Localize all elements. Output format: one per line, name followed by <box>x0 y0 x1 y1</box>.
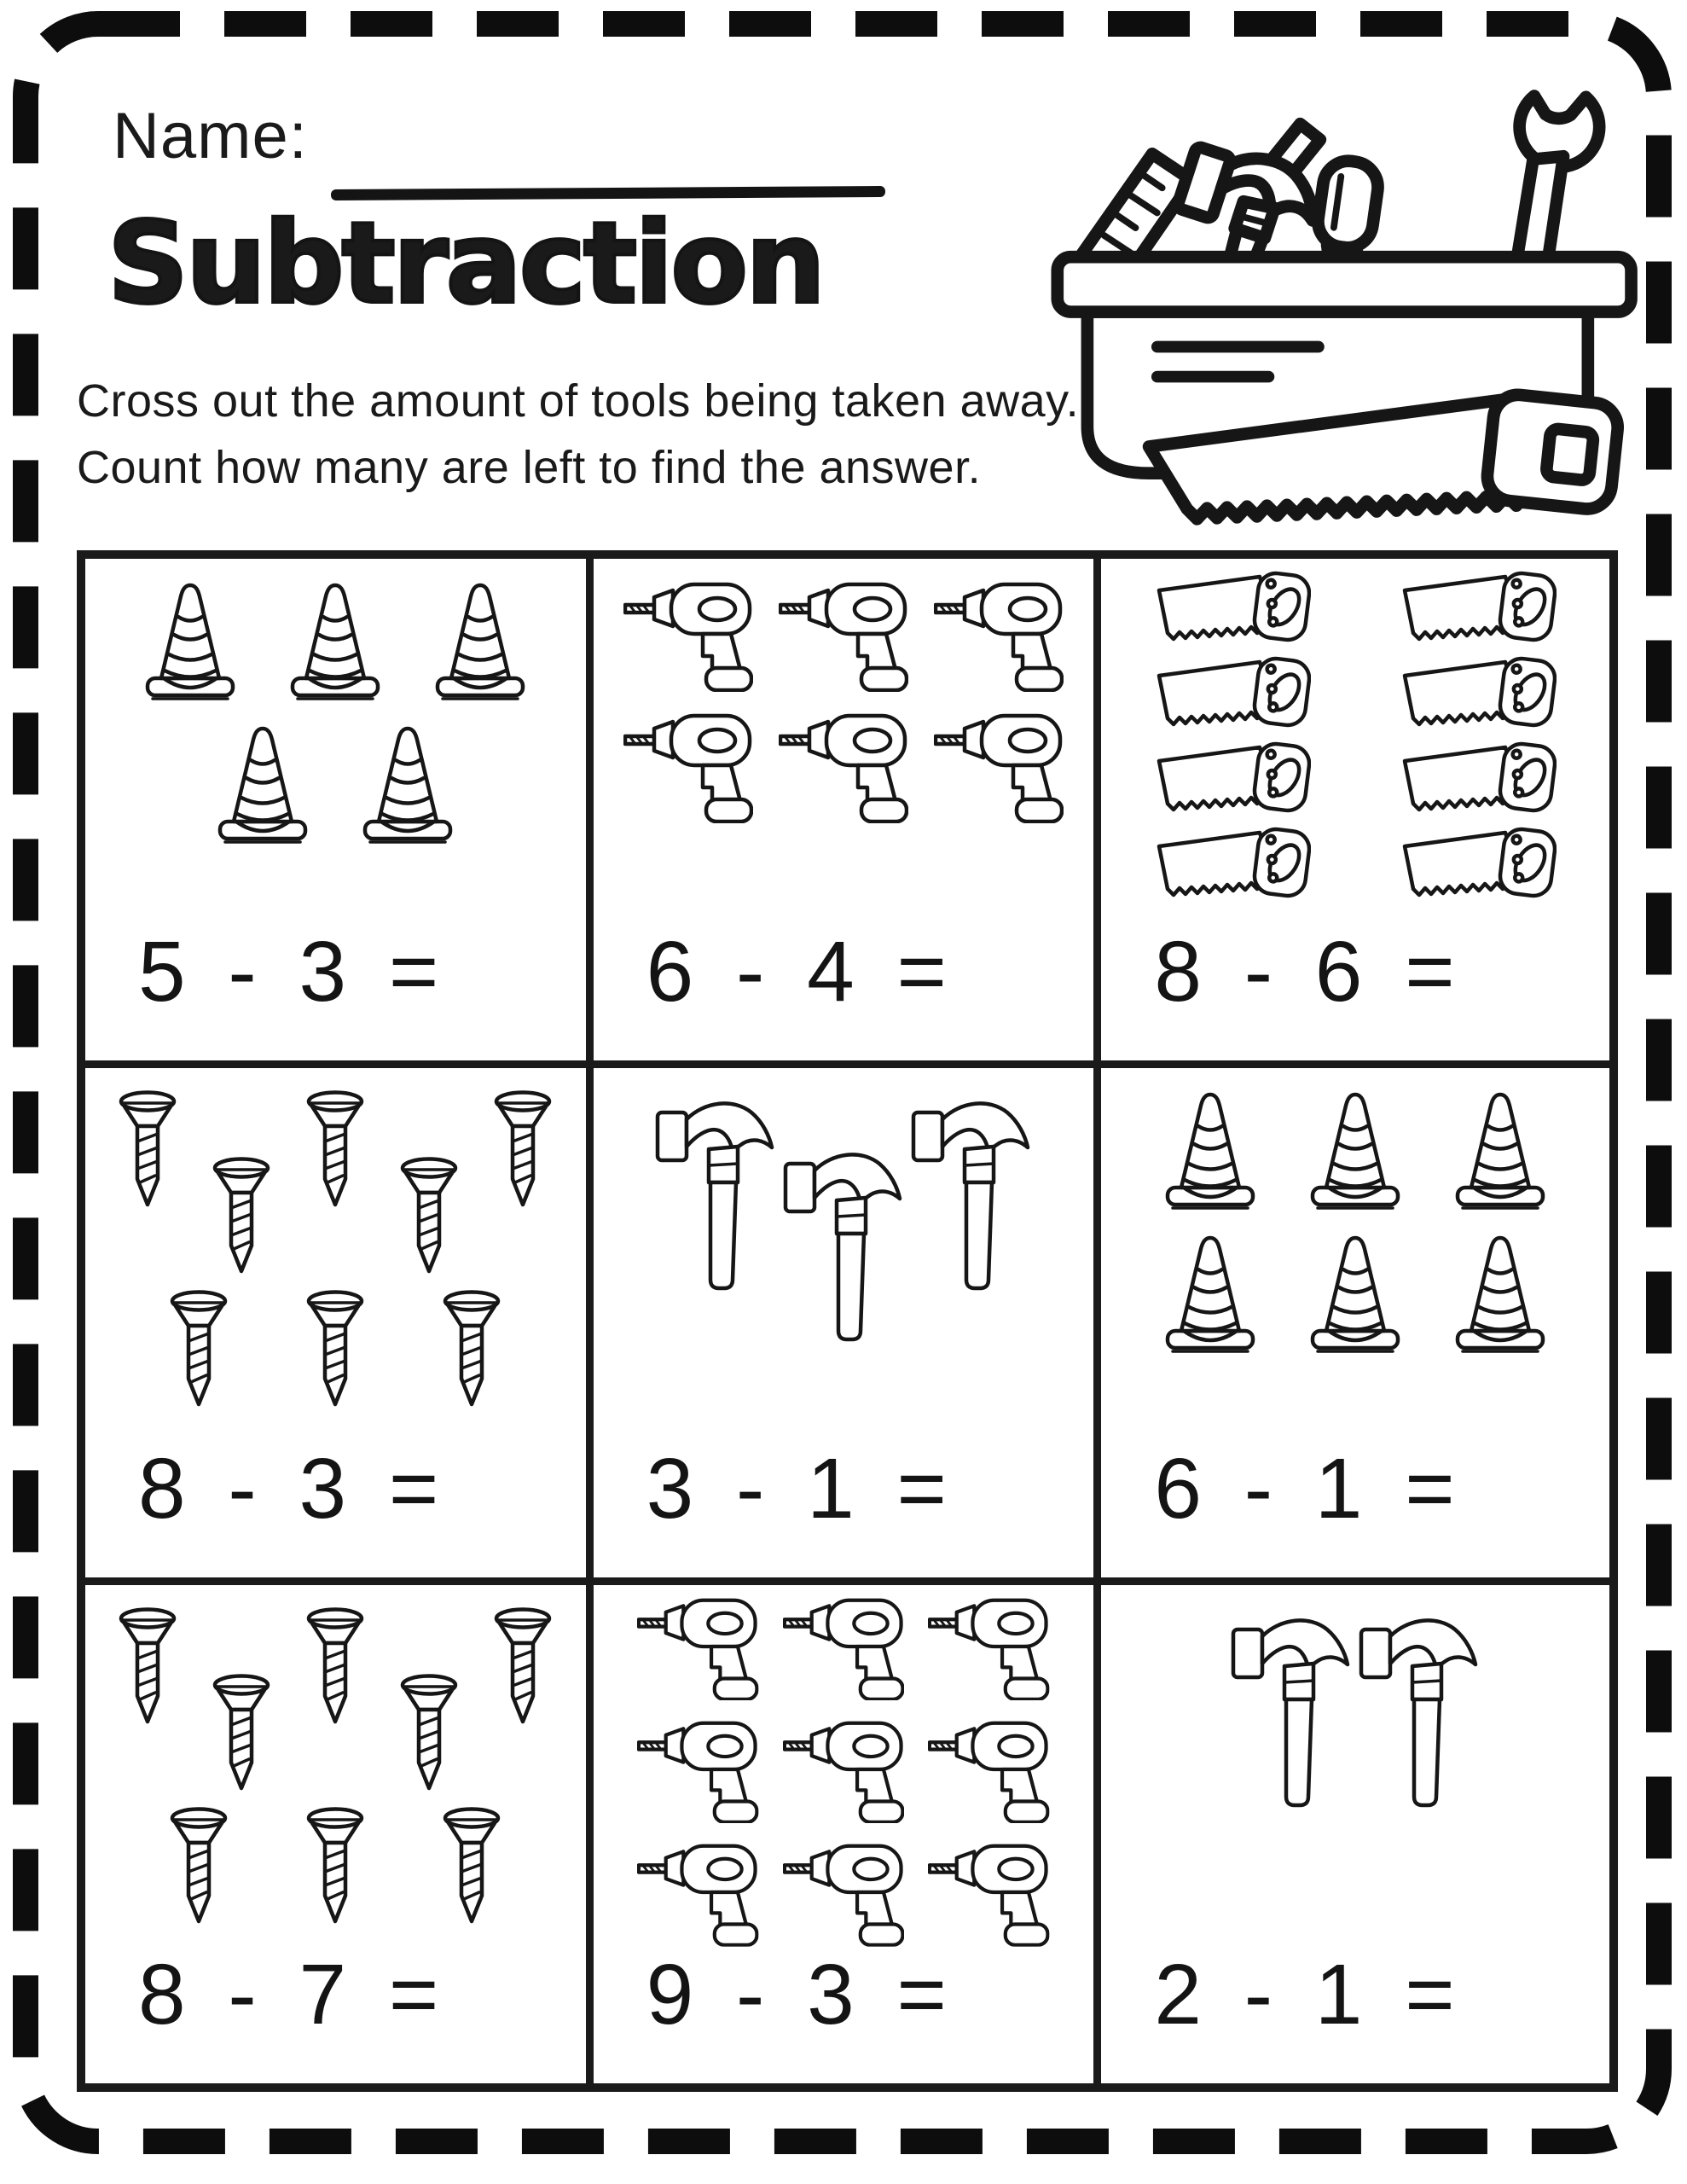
problem-cell <box>594 1068 1102 1584</box>
tool-group <box>594 1068 1094 1343</box>
tool-group <box>85 559 586 847</box>
traffic-cone-icon <box>1452 1090 1548 1213</box>
name-label: Name: <box>113 100 308 172</box>
problem-cell <box>85 559 594 1068</box>
tool-group <box>594 559 1094 823</box>
drill-icon <box>928 1597 1049 1701</box>
hammer-icon <box>911 1090 1032 1292</box>
tool-row <box>1162 1090 1548 1213</box>
problem-cell <box>85 1068 594 1584</box>
traffic-cone-icon <box>1162 1090 1258 1213</box>
problem-cell <box>85 1585 594 2083</box>
tool-group <box>1101 1068 1609 1356</box>
handsaw-icon <box>1154 656 1311 735</box>
tool-row <box>1154 571 1557 649</box>
problem-cell <box>1101 1068 1609 1584</box>
problem-cell <box>594 559 1102 1068</box>
toolbox-icon <box>1051 63 1649 531</box>
tool-row <box>168 1807 502 1928</box>
drill-icon <box>779 712 908 823</box>
drill-icon <box>783 1843 904 1947</box>
tool-row <box>1154 827 1557 905</box>
tool-row <box>623 581 1064 692</box>
screw-icon <box>492 1607 554 1728</box>
handsaw-icon <box>1154 827 1311 905</box>
traffic-cone-icon <box>1452 1234 1548 1356</box>
traffic-cone-icon <box>1307 1090 1403 1213</box>
page-title: Subtraction <box>107 198 824 329</box>
screw-icon <box>211 1157 272 1278</box>
screw-icon <box>168 1290 229 1411</box>
drill-icon <box>783 1720 904 1824</box>
screw-icon <box>492 1090 554 1211</box>
traffic-cone-icon <box>432 581 528 704</box>
tool-row <box>142 581 528 704</box>
screw-icon <box>168 1807 229 1928</box>
equation-text: 8 - 6 = <box>1154 924 1458 1020</box>
instruction-line-2: Count how many are left to find the answer. <box>77 441 982 493</box>
drill-icon <box>783 1597 904 1701</box>
problem-cell <box>594 1585 1102 2083</box>
equation-text: 6 - 4 = <box>646 924 949 1020</box>
screw-icon <box>304 1807 366 1928</box>
tool-row <box>1231 1607 1480 1809</box>
problem-cell <box>1101 559 1609 1068</box>
handsaw-icon <box>1400 571 1557 649</box>
equation-text: 9 - 3 = <box>646 1947 949 2042</box>
traffic-cone-icon <box>215 724 310 847</box>
tool-row <box>655 1090 1032 1343</box>
drill-icon <box>637 1597 758 1701</box>
traffic-cone-icon <box>360 724 455 847</box>
screw-icon <box>304 1607 366 1728</box>
instruction-line-1: Cross out the amount of tools being taken away. <box>77 375 1080 427</box>
drill-icon <box>928 1843 1049 1947</box>
equation-text: 8 - 7 = <box>138 1947 442 2042</box>
hammer-icon <box>655 1090 776 1292</box>
handsaw-icon <box>1400 741 1557 820</box>
tool-row <box>623 712 1064 823</box>
screw-icon <box>398 1674 460 1795</box>
tool-row <box>637 1720 1049 1824</box>
handsaw-icon <box>1154 571 1311 649</box>
tool-group <box>85 1068 586 1411</box>
tool-row <box>117 1090 554 1278</box>
hammer-icon <box>1231 1607 1352 1809</box>
equation-text: 3 - 1 = <box>646 1440 949 1536</box>
tool-row <box>1162 1234 1548 1356</box>
equation-text: 5 - 3 = <box>138 924 442 1020</box>
traffic-cone-icon <box>1307 1234 1403 1356</box>
equation-text: 6 - 1 = <box>1154 1440 1458 1536</box>
screw-icon <box>304 1290 366 1411</box>
drill-icon <box>623 581 753 692</box>
tool-row <box>637 1843 1049 1947</box>
drill-icon <box>623 712 753 823</box>
tool-row <box>1154 656 1557 735</box>
screw-icon <box>441 1290 502 1411</box>
hammer-icon <box>1359 1607 1480 1809</box>
traffic-cone-icon <box>1162 1234 1258 1356</box>
tool-group <box>594 1585 1094 1947</box>
screw-icon <box>117 1090 178 1211</box>
problems-grid <box>77 550 1618 2092</box>
handsaw-icon <box>1400 656 1557 735</box>
screw-icon <box>211 1674 272 1795</box>
handsaw-icon <box>1400 827 1557 905</box>
handsaw-icon <box>1154 741 1311 820</box>
problem-cell <box>1101 1585 1609 2083</box>
drill-icon <box>934 581 1064 692</box>
tool-row <box>1154 741 1557 820</box>
tool-row <box>637 1597 1049 1701</box>
tool-row <box>117 1607 554 1795</box>
tool-group <box>85 1585 586 1928</box>
tool-group <box>1101 1585 1609 1809</box>
traffic-cone-icon <box>287 581 383 704</box>
traffic-cone-icon <box>142 581 238 704</box>
instructions-text <box>77 369 1079 502</box>
tool-row <box>168 1290 502 1411</box>
tool-row <box>215 724 455 847</box>
drill-icon <box>779 581 908 692</box>
equation-text: 2 - 1 = <box>1154 1947 1458 2042</box>
tool-group <box>1101 559 1609 905</box>
hammer-icon <box>783 1141 904 1343</box>
screw-icon <box>117 1607 178 1728</box>
screw-icon <box>441 1807 502 1928</box>
drill-icon <box>934 712 1064 823</box>
screw-icon <box>398 1157 460 1278</box>
equation-text: 8 - 3 = <box>138 1440 442 1536</box>
screw-icon <box>304 1090 366 1211</box>
drill-icon <box>637 1843 758 1947</box>
drill-icon <box>928 1720 1049 1824</box>
drill-icon <box>637 1720 758 1824</box>
